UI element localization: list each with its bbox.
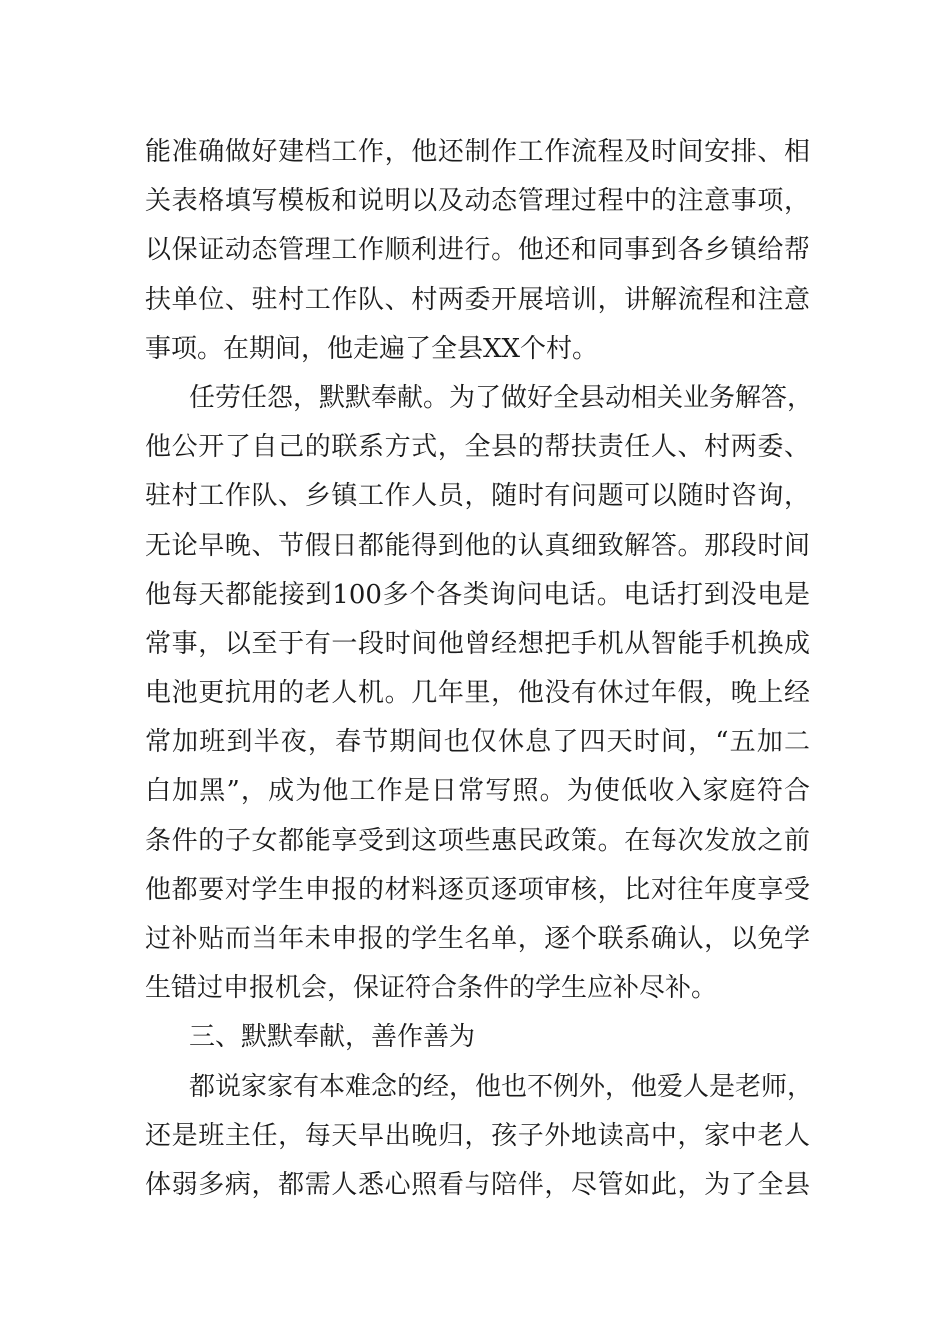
text-line: 事项。在期间，他走遍了全县XX个村。 <box>145 333 599 364</box>
text-line: 能准确做好建档工作，他还制作工作流程及时间安排、相 <box>145 137 810 167</box>
text-line: 关表格填写模板和说明以及动态管理过程中的注意事项， <box>145 186 810 217</box>
text-line: 条件的子女都能享受到这项些惠民政策。在每次发放之前 <box>145 825 810 856</box>
text-line: 体弱多病，都需人悉心照看与陪伴，尽管如此，为了全县 <box>145 1169 810 1200</box>
text-line: 电池更抗用的老人机。几年里，他没有休过年假，晚上经 <box>145 678 810 709</box>
text-line: 都说家家有本难念的经，他也不例外，他爱人是老师， <box>189 1071 814 1102</box>
text-line: 过补贴而当年未申报的学生名单，逐个联系确认，以免学 <box>145 924 810 954</box>
text-line: 他公开了自己的联系方式，全县的帮扶责任人、村两委、 <box>145 432 810 463</box>
text-line: 驻村工作队、乡镇工作人员，随时有问题可以随时咨询， <box>145 481 810 512</box>
text-line: 以保证动态管理工作顺利进行。他还和同事到各乡镇给帮 <box>145 235 810 266</box>
text-line: 常加班到半夜，春节期间也仅休息了四天时间，“五加二 <box>145 727 810 758</box>
text-line: 他每天都能接到100多个各类询问电话。电话打到没电是 <box>145 579 810 610</box>
text-line: 常事，以至于有一段时间他曾经想把手机从智能手机换成 <box>145 628 810 659</box>
text-line: 白加黑”，成为他工作是日常写照。为使低收入家庭符合 <box>145 776 810 807</box>
body-text <box>145 128 814 1210</box>
text-line: 扶单位、驻村工作队、村两委开展培训，讲解流程和注意 <box>145 284 810 315</box>
text-line: 生错过申报机会，保证符合条件的学生应补尽补。 <box>145 973 718 1004</box>
section-heading: 三、默默奉献，善作善为 <box>189 1022 476 1053</box>
text-line: 他都要对学生申报的材料逐页逐项审核，比对往年度享受 <box>145 874 810 905</box>
text-line: 无论早晚、节假日都能得到他的认真细致解答。那段时间 <box>145 530 810 561</box>
text-line: 任劳任怨，默默奉献。为了做好全县动相关业务解答， <box>189 382 814 413</box>
text-line: 还是班主任，每天早出晚归，孩子外地读高中，家中老人 <box>145 1120 810 1151</box>
